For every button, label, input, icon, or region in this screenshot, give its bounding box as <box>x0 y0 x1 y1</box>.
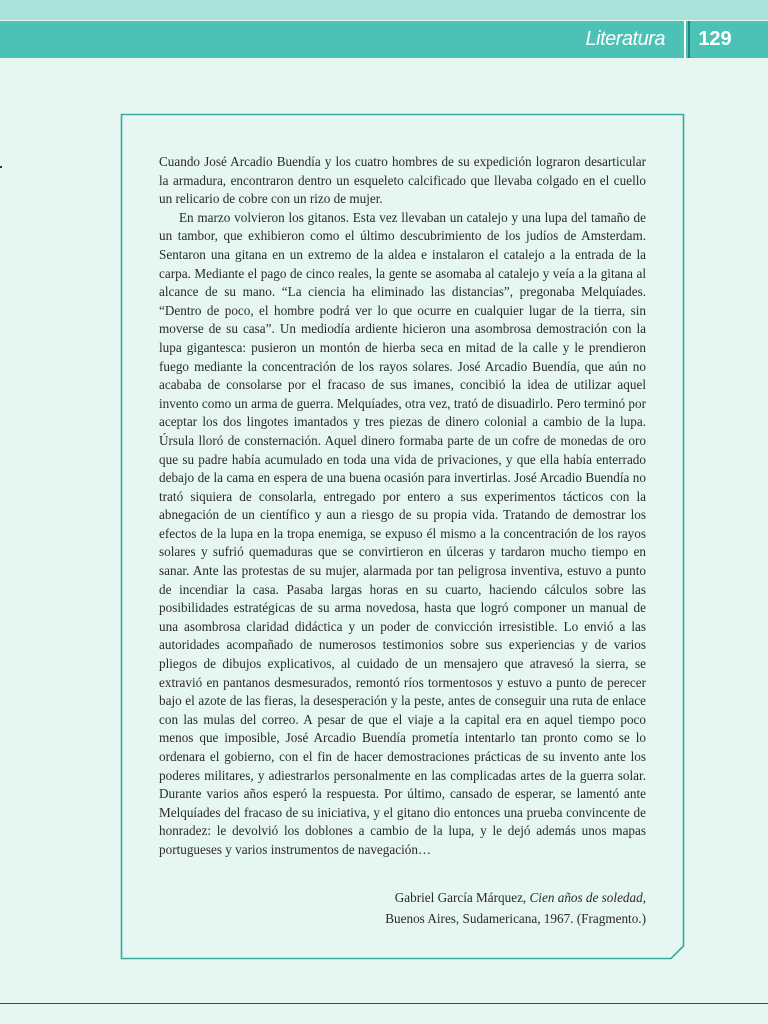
margin-mark <box>0 166 2 168</box>
citation-line-1 <box>300 887 646 908</box>
excerpt-paragraph: En marzo volvieron los gitanos. Esta vez llevaban un catalejo y una lupa del tamaño de un tambor, que exhibieron como el último descubrimiento de los judíos de Amsterdam. Sentaron una gitana en un extremo de la aldea e instalaron el catalejo a la entrada de la carpa. Mediante el pago de cinco reales, la gente se asomaba al catalejo y veía a la gitana al alcance de su mano. “La ciencia ha eliminado las distancias”, pregonaba Melquíades. “Dentro de poco, el hombre podrá ver lo que ocurre en cualquier lugar de la tierra, sin moverse de su casa”. Un mediodía ardiente hicieron una asombrosa demostración con la lupa gigantesca: pusieron un montón de hierba seca en mitad de la calle y le prendieron fuego mediante la concentración de los rayos solares. José Arcadio Buendía, que aún no acababa de consolarse por el fracaso de sus imanes, concibió la idea de utilizar aquel invento como un arma de guerra. Melquíades, otra vez, trató de disuadirlo. Pero terminó por aceptar los dos lingotes imantados y tres piezas de dinero colonial a cambio de la lupa. Úrsula lloró de consternación. Aquel dinero formaba parte de un cofre de monedas de oro que su padre había acumulado en toda una vida de privaciones, y que ella había enterrado debajo de la cama en espera de una buena ocasión para invertirlas. José Arcadio Buendía no trató siquiera de consolarla, entregado por entero a sus experimentos tácticos con la abnegación de un científico y aun a riesgo de su propia vida. Tratando de demostrar los efectos de la lupa en la tropa enemiga, se expuso él mismo a la concentración de los rayos solares y sufrió quemaduras que se convirtieron en úlceras y tardaron mucho tiempo en sanar. Ante las protestas de su mujer, alarmada por tan peligrosa inventiva, estuvo a punto de incendiar la casa. Pasaba largas horas en su cuarto, haciendo cálculos sobre las posibilidades estratégicas de su arma novedosa, hasta que logró componer un manual de una asombrosa claridad didáctica y un poder de convicción irresistible. Lo envió a las autoridades acompañado de numerosos testimonios sobre sus experiencias y de varios pliegos de dibujos explicativos, al cuidado de un mensajero que atravesó la sierra, se extravió en pantanos desmesurados, remontó ríos tormentosos y estuvo a punto de perecer bajo el azote de las fieras, la desesperación y la peste, antes de conseguir una ruta de enlace con las mulas del correo. A pesar de que el viaje a la capital era en aquel tiempo poco menos que imposible, José Arcadio Buendía prometía intentarlo tan pronto como se lo ordenara el gobierno, con el fin de hacer demostraciones prácticas de su invento ante los poderes militares, y adiestrarlos personalmente en las complicadas artes de la guerra solar. Durante varios años esperó la respuesta. Por último, cansado de esperar, se lamentó ante Melquíades del fracaso de su iniciativa, y el gitano dio entonces una prueba convincente de honradez: le devolvió los doblones a cambio de la lupa, y le dejó además unos mapas portugueses y varios instrumentos de navegación… <box>159 209 646 857</box>
header-separator-light <box>684 21 686 58</box>
citation <box>300 887 646 929</box>
citation-comma: , <box>642 890 646 905</box>
excerpt-text <box>159 153 646 860</box>
section-title: Literatura <box>585 28 665 50</box>
citation-publisher: Buenos Aires, Sudamericana, 1967. (Fragmento.) <box>385 911 646 926</box>
excerpt-paragraph: Cuando José Arcadio Buendía y los cuatro hombres de su expedición lograron desarticular la armadura, encontraron dentro un esqueleto calcificado que llevaba colgado en el cuello un relicario de cobre con un rizo de mujer. <box>159 154 646 207</box>
citation-title: Cien años de soledad <box>529 890 643 905</box>
page-number: 129 <box>698 28 732 50</box>
citation-author: Gabriel García Márquez, <box>394 890 527 905</box>
bottom-rule <box>0 1003 768 1004</box>
header-top-strip <box>0 0 768 20</box>
